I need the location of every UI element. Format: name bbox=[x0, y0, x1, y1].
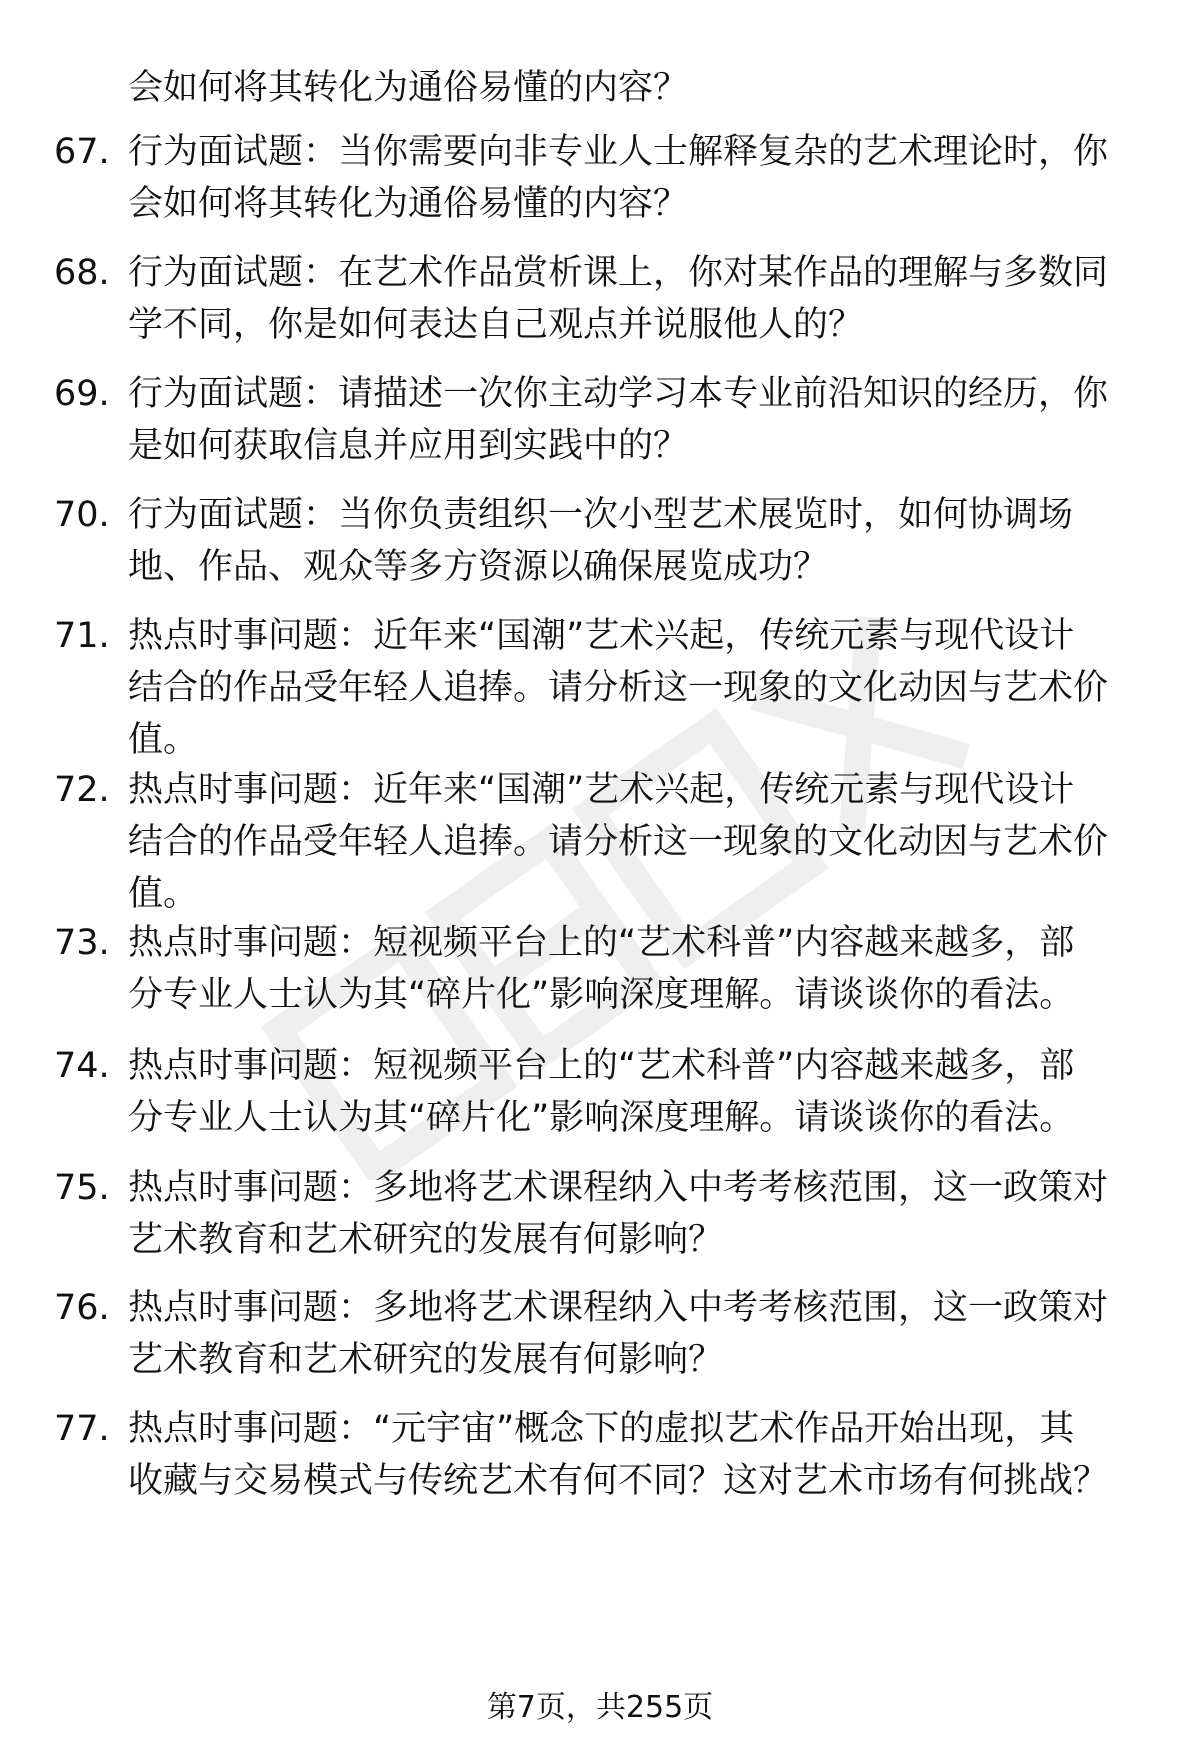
question-text bbox=[128, 247, 1148, 351]
question-number: 68. bbox=[54, 253, 110, 293]
question-text bbox=[128, 764, 1148, 920]
question-text bbox=[128, 1040, 1148, 1144]
question-line: 热点时事问题：多地将艺术课程纳入中考考核范围，这一政策对 bbox=[128, 1288, 1109, 1328]
question-line: 值。 bbox=[128, 720, 199, 760]
question-text bbox=[128, 1162, 1148, 1266]
question-number: 67. bbox=[54, 132, 110, 172]
question-line: 收藏与交易模式与传统艺术有何不同？这对艺术市场有何挑战？ bbox=[128, 1461, 1109, 1501]
question-line: 学不同，你是如何表达自己观点并说服他人的？ bbox=[128, 305, 864, 345]
question-line: 艺术教育和艺术研究的发展有何影响？ bbox=[128, 1340, 724, 1380]
question-number: 75. bbox=[54, 1168, 110, 1208]
question-text bbox=[128, 1282, 1148, 1386]
question-line: 热点时事问题：近年来“国潮”艺术兴起，传统元素与现代设计 bbox=[128, 770, 1075, 810]
question-line: 值。 bbox=[128, 874, 199, 914]
question-line: 行为面试题：当你需要向非专业人士解释复杂的艺术理论时，你 bbox=[128, 132, 1109, 172]
question-text bbox=[128, 917, 1148, 1021]
question-text bbox=[128, 1403, 1148, 1507]
question-line: 行为面试题：请描述一次你主动学习本专业前沿知识的经历，你 bbox=[128, 374, 1109, 414]
question-line: 热点时事问题：“元宇宙”概念下的虚拟艺术作品开始出现，其 bbox=[128, 1409, 1075, 1449]
question-line: 会如何将其转化为通俗易懂的内容？ bbox=[128, 184, 689, 224]
question-line: 热点时事问题：近年来“国潮”艺术兴起，传统元素与现代设计 bbox=[128, 616, 1075, 656]
question-text bbox=[128, 368, 1148, 472]
question-line: 分专业人士认为其“碎片化”影响深度理解。请谈谈你的看法。 bbox=[128, 1098, 1075, 1138]
question-line: 是如何获取信息并应用到实践中的？ bbox=[128, 426, 689, 466]
question-line: 热点时事问题：短视频平台上的“艺术科普”内容越来越多，部 bbox=[128, 923, 1075, 963]
page-footer: 第7页，共255页 bbox=[486, 1690, 714, 1725]
question-line: 结合的作品受年轻人追捧。请分析这一现象的文化动因与艺术价 bbox=[128, 822, 1109, 862]
question-line: 行为面试题：在艺术作品赏析课上，你对某作品的理解与多数同 bbox=[128, 253, 1109, 293]
question-number: 69. bbox=[54, 374, 110, 414]
question-line: 热点时事问题：多地将艺术课程纳入中考考核范围，这一政策对 bbox=[128, 1168, 1109, 1208]
question-text bbox=[128, 126, 1148, 230]
question-line: 热点时事问题：短视频平台上的“艺术科普”内容越来越多，部 bbox=[128, 1046, 1075, 1086]
question-text bbox=[128, 610, 1148, 766]
question-line: 结合的作品受年轻人追捧。请分析这一现象的文化动因与艺术价 bbox=[128, 668, 1109, 708]
question-number: 73. bbox=[54, 923, 110, 963]
question-text bbox=[128, 489, 1148, 593]
question-number: 72. bbox=[54, 770, 110, 810]
question-number: 76. bbox=[54, 1288, 110, 1328]
question-line: 艺术教育和艺术研究的发展有何影响？ bbox=[128, 1220, 724, 1260]
question-number: 74. bbox=[54, 1046, 110, 1086]
question-number: 70. bbox=[54, 495, 110, 535]
question-line: 行为面试题：当你负责组织一次小型艺术展览时，如何协调场 bbox=[128, 495, 1074, 535]
continuation-line: 会如何将其转化为通俗易懂的内容？ bbox=[128, 68, 689, 108]
question-line: 分专业人士认为其“碎片化”影响深度理解。请谈谈你的看法。 bbox=[128, 975, 1075, 1015]
question-number: 77. bbox=[54, 1409, 110, 1449]
question-line: 地、作品、观众等多方资源以确保展览成功？ bbox=[128, 547, 829, 587]
question-number: 71. bbox=[54, 616, 110, 656]
